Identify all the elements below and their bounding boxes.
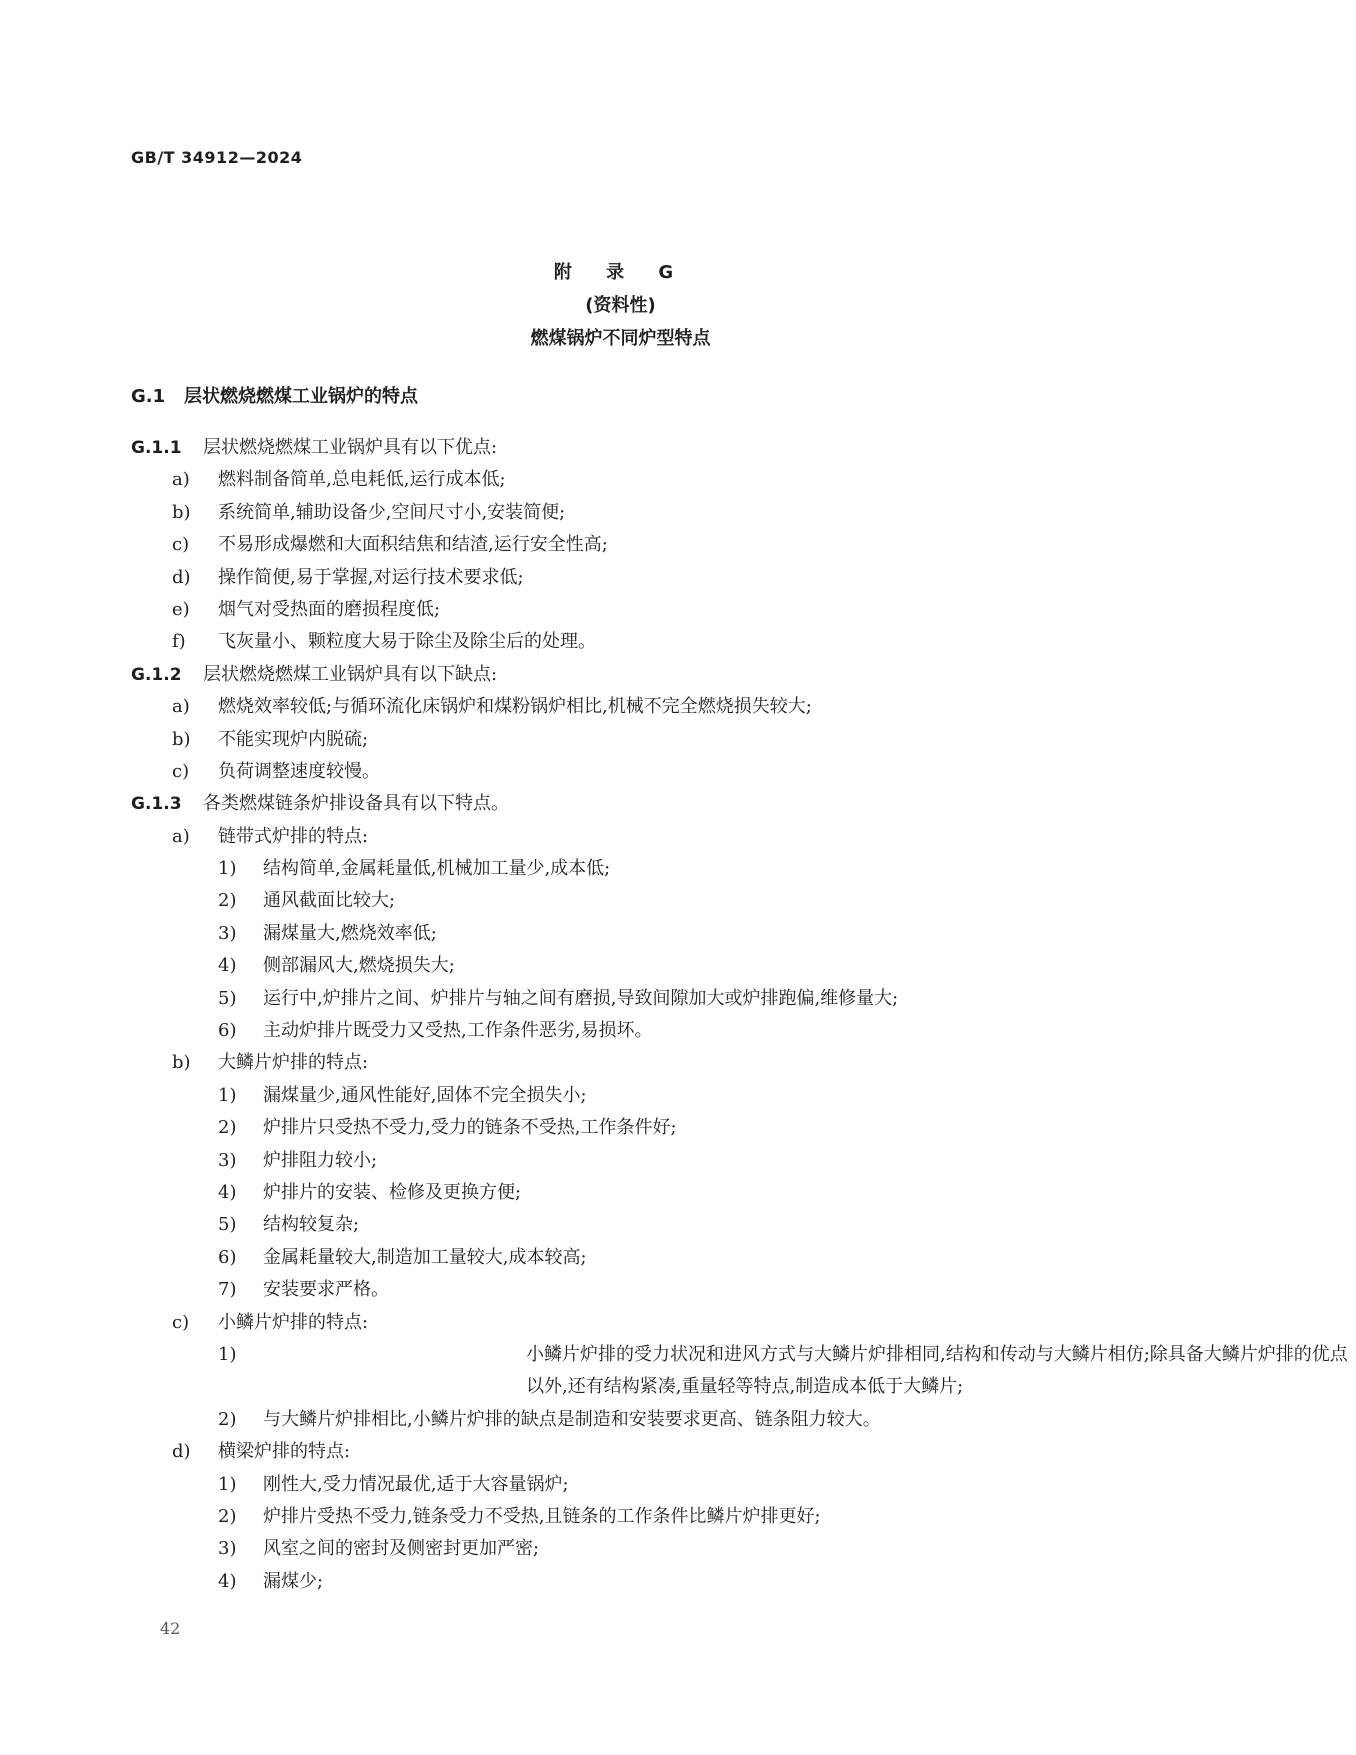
list-item — [0, 1307, 1241, 1339]
clause-text: 层状燃烧燃煤工业锅炉具有以下缺点: — [203, 663, 498, 685]
list-item — [0, 1436, 1241, 1468]
page-number: 42 — [160, 1619, 181, 1638]
item-label: a) — [172, 469, 190, 491]
list-item — [0, 594, 1241, 626]
item-text: 刚性大,受力情况最优,适于大容量锅炉; — [263, 1473, 569, 1495]
appendix-name: 燃煤锅炉不同炉型特点 — [530, 328, 711, 349]
list-item — [0, 756, 1241, 788]
item-label: 1) — [218, 1084, 237, 1106]
clause-number: G.1.2 — [131, 664, 182, 685]
sub-list-item — [0, 1274, 1241, 1306]
item-text: 烟气对受热面的磨损程度低; — [218, 598, 441, 620]
item-text: 炉排片的安装、检修及更换方便; — [263, 1181, 522, 1203]
item-label: 2) — [218, 1408, 237, 1430]
item-text: 漏煤量大,燃烧效率低; — [263, 922, 437, 944]
item-label: 7) — [218, 1279, 237, 1301]
item-label: c) — [172, 534, 190, 556]
item-text: 漏煤少; — [263, 1570, 324, 1592]
item-text: 不能实现炉内脱硫; — [218, 728, 369, 750]
item-text: 燃料制备简单,总电耗低,运行成本低; — [218, 469, 506, 491]
sub-list-item — [0, 1404, 1241, 1436]
item-text: 操作简便,易于掌握,对运行技术要求低; — [218, 566, 524, 588]
item-text: 主动炉排片既受力又受热,工作条件恶劣,易损坏。 — [263, 1020, 653, 1042]
list-item — [0, 626, 1241, 658]
list-item — [0, 529, 1241, 561]
sub-list-item — [0, 1339, 1348, 1404]
item-text: 小鳞片炉排的特点: — [218, 1311, 369, 1333]
item-text: 链带式炉排的特点: — [218, 825, 369, 847]
item-label: 4) — [218, 955, 237, 977]
item-label: d) — [172, 566, 191, 588]
sub-list-item — [0, 950, 1241, 982]
sub-list-item — [0, 1112, 1241, 1144]
item-text: 小鳞片炉排的受力状况和进风方式与大鳞片炉排相同,结构和传动与大鳞片相仿;除具备大鳞片炉排的优点以外,还有结构紧凑,重量轻等特点,制造成本低于大鳞片; — [526, 1343, 1348, 1398]
clause-text: 层状燃烧燃煤工业锅炉具有以下优点: — [203, 437, 498, 458]
sub-list-item — [0, 853, 1241, 885]
item-text: 漏煤量少,通风性能好,固体不完全损失小; — [263, 1084, 587, 1106]
item-text: 金属耗量较大,制造加工量较大,成本较高; — [263, 1246, 587, 1268]
sub-list-item — [0, 1533, 1241, 1565]
clause-line — [0, 432, 1241, 464]
item-text: 炉排阻力较小; — [263, 1149, 378, 1171]
item-label: 4) — [218, 1570, 237, 1592]
sub-list-item — [0, 1015, 1241, 1047]
item-label: 6) — [218, 1246, 237, 1268]
section-title: 层状燃烧燃煤工业锅炉的特点 — [184, 386, 418, 407]
sub-list-item — [0, 1566, 1241, 1598]
section-heading — [131, 382, 418, 408]
item-text: 系统简单,辅助设备少,空间尺寸小,安装简便; — [218, 501, 566, 523]
item-label: e) — [172, 598, 190, 620]
item-label: d) — [172, 1441, 191, 1463]
item-label: 3) — [218, 1538, 237, 1560]
item-label: 6) — [218, 1020, 237, 1042]
item-label: b) — [172, 501, 191, 523]
sub-list-item — [0, 1177, 1241, 1209]
item-text: 飞灰量小、颗粒度大易于除尘及除尘后的处理。 — [218, 631, 596, 653]
item-label: 4) — [218, 1181, 237, 1203]
appendix-header — [0, 256, 1241, 355]
list-item — [0, 562, 1241, 594]
sub-list-item — [0, 983, 1241, 1015]
sub-list-item — [0, 1501, 1241, 1533]
item-label: 3) — [218, 922, 237, 944]
standard-code: GB/T 34912—2024 — [131, 148, 303, 167]
item-text: 炉排片受热不受力,链条受力不受热,且链条的工作条件比鳞片炉排更好; — [263, 1505, 821, 1527]
item-text: 燃烧效率较低;与循环流化床锅炉和煤粉锅炉相比,机械不完全燃烧损失较大; — [218, 696, 812, 718]
item-label: 5) — [218, 1214, 237, 1236]
item-text: 通风截面比较大; — [263, 890, 396, 912]
item-text: 运行中,炉排片之间、炉排片与轴之间有磨损,导致间隙加大或炉排跑偏,维修量大; — [263, 987, 899, 1009]
item-label: 1) — [218, 1343, 237, 1365]
item-label: 2) — [218, 890, 237, 912]
item-label: 1) — [218, 1473, 237, 1495]
item-text: 结构较复杂; — [263, 1214, 360, 1236]
item-text: 大鳞片炉排的特点: — [218, 1052, 369, 1074]
clause-number: G.1.3 — [131, 794, 182, 815]
item-text: 侧部漏风大,燃烧损失大; — [263, 955, 455, 977]
section-number: G.1 — [131, 386, 166, 407]
item-text: 安装要求严格。 — [263, 1279, 389, 1301]
item-label: 2) — [218, 1117, 237, 1139]
list-item — [0, 464, 1241, 496]
appendix-title: 附 录 G — [553, 262, 688, 283]
list-item — [0, 691, 1241, 723]
sub-list-item — [0, 885, 1241, 917]
item-label: a) — [172, 696, 190, 718]
item-label: f) — [172, 631, 186, 653]
list-item — [0, 724, 1241, 756]
item-label: 3) — [218, 1149, 237, 1171]
item-label: a) — [172, 825, 190, 847]
clause-number: G.1.1 — [131, 438, 182, 458]
clause-line — [0, 659, 1241, 691]
appendix-type: (资料性) — [585, 295, 656, 316]
item-label: b) — [172, 1052, 191, 1074]
item-label: 2) — [218, 1505, 237, 1527]
item-text: 与大鳞片炉排相比,小鳞片炉排的缺点是制造和安装要求更高、链条阻力较大。 — [263, 1408, 881, 1430]
list-item — [0, 821, 1241, 853]
item-label: b) — [172, 728, 191, 750]
clause-line — [0, 788, 1241, 820]
item-label: 5) — [218, 987, 237, 1009]
item-label: c) — [172, 760, 190, 782]
clause-text: 各类燃煤链条炉排设备具有以下特点。 — [203, 793, 509, 815]
sub-list-item — [0, 1209, 1241, 1241]
item-text: 结构简单,金属耗量低,机械加工量少,成本低; — [263, 858, 611, 880]
item-text: 炉排片只受热不受力,受力的链条不受热,工作条件好; — [263, 1117, 677, 1139]
item-text: 负荷调整速度较慢。 — [218, 760, 380, 782]
sub-list-item — [0, 918, 1241, 950]
sub-list-item — [0, 1242, 1241, 1274]
sub-list-item — [0, 1145, 1241, 1177]
sub-list-item — [0, 1469, 1241, 1501]
item-label: c) — [172, 1311, 190, 1333]
list-item — [0, 1047, 1241, 1079]
list-item — [0, 497, 1241, 529]
item-text: 横梁炉排的特点: — [218, 1441, 351, 1463]
item-label: 1) — [218, 858, 237, 880]
body-text — [0, 432, 1348, 1598]
item-text: 不易形成爆燃和大面积结焦和结渣,运行安全性高; — [218, 534, 608, 556]
sub-list-item — [0, 1080, 1241, 1112]
item-text: 风室之间的密封及侧密封更加严密; — [263, 1538, 540, 1560]
